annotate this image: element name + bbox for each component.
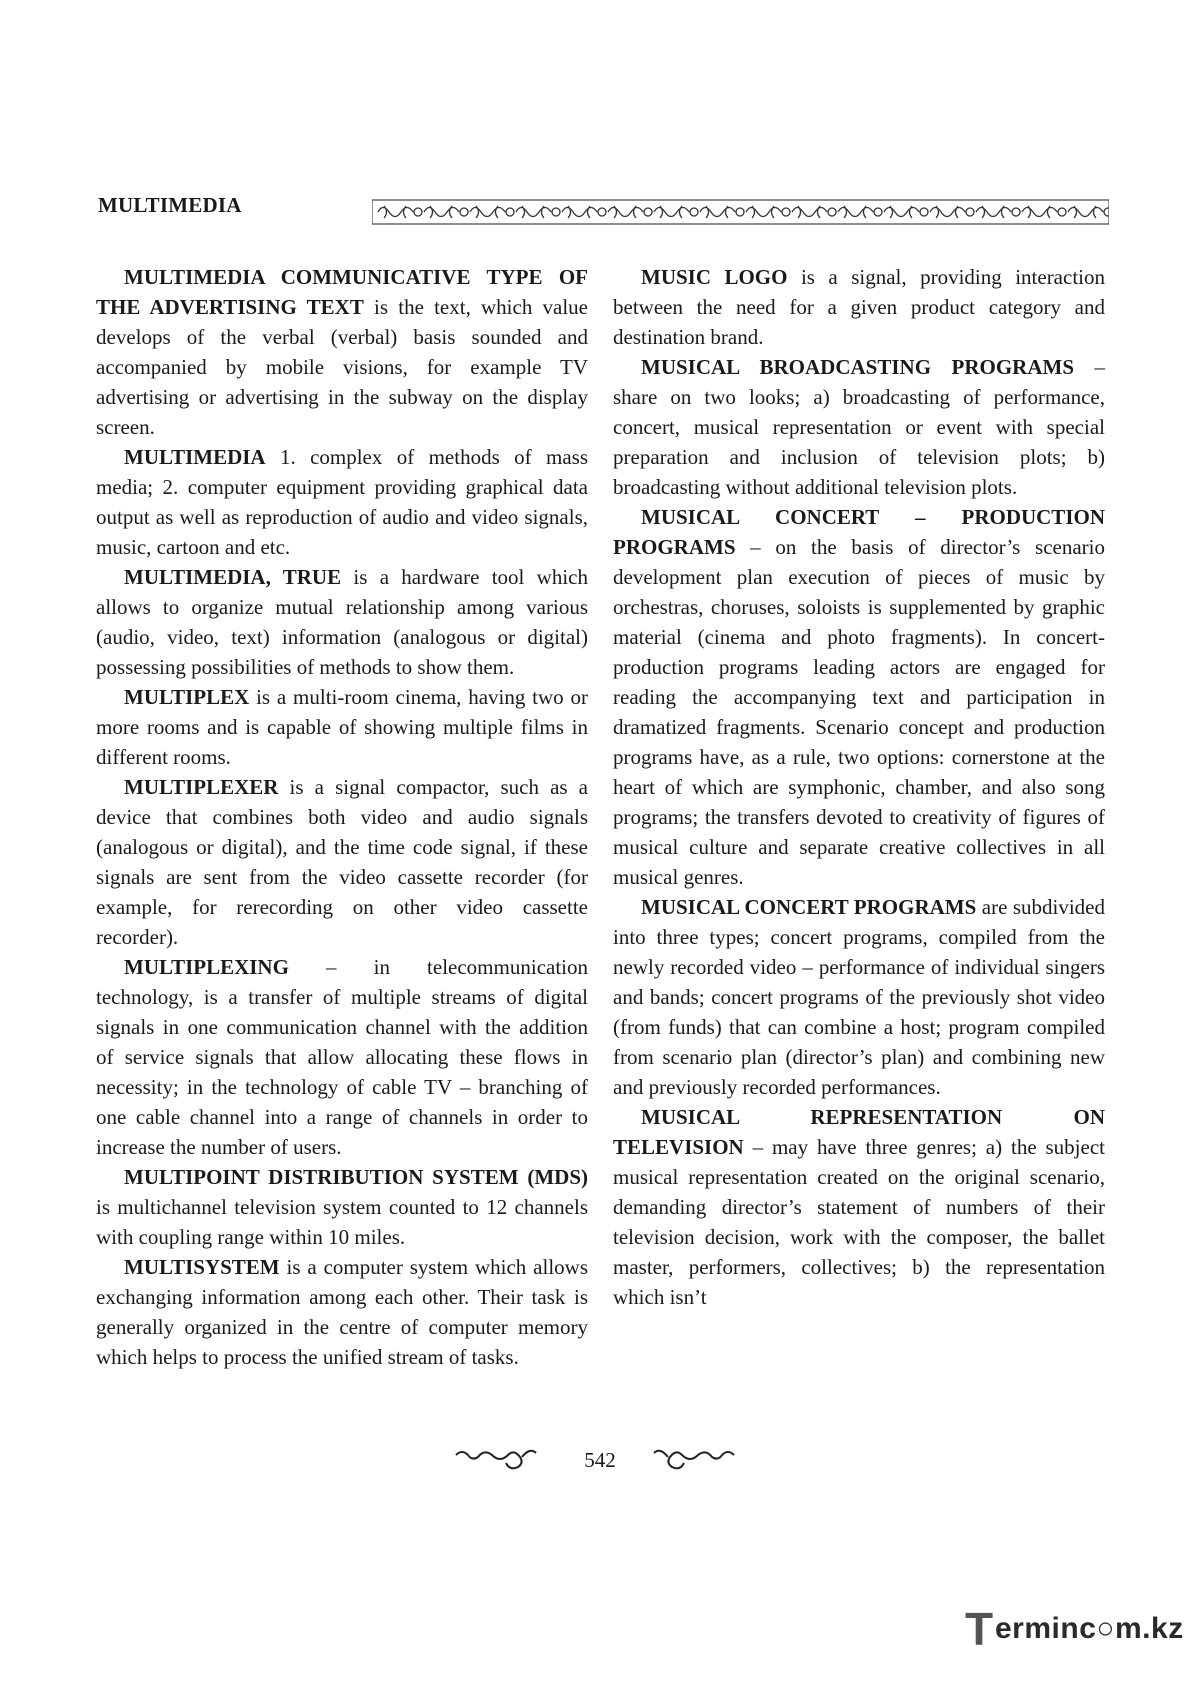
entry-definition: 1. complex of methods of mass media; 2. computer equipment providing graphical data output as well as reproduction of audio and video signals, music, cartoon and etc. [96,445,588,559]
dictionary-entry [96,952,588,1162]
scroll-flourish-icon [650,1447,738,1471]
entry-term: MULTIPLEX [124,685,250,709]
entry-term: MULTISYSTEM [124,1255,280,1279]
dictionary-entry [613,502,1105,892]
entry-definition: – in telecommunication technology, is a transfer of multiple streams of digital signals in one communication channel with the addition of service signals that allow allocating these flows in necessity; in the technology of cable TV – branching of one cable channel into a range of channels in order to increase the number of users. [96,955,588,1159]
right-column [613,262,1105,1312]
entry-term: MULTIMEDIA, TRUE [124,565,342,589]
entry-term: MULTIPLEXING [124,955,289,979]
entry-term: MUSIC LOGO [641,265,788,289]
entry-definition: – may have three genres; a) the subject musical representation created on the original scenario, demanding director’s statement of numbers of their television decision, work with the composer, the ballet master, performers, collectives; b) the representation which isn’t [613,1135,1105,1309]
dictionary-entry [613,1102,1105,1312]
entry-definition: – on the basis of director’s scenario development plan execution of pieces of music by orchestras, choruses, soloists is supplemented by graphic material (cinema and photo fragments). In concert-production programs leading actors are engaged for reading the accompanying text and participation in dramatized fragments. Scenario concept and production programs have, as a rule, two options: cornerstone at the heart of which are symphonic, chamber, and also song programs; the transfers devoted to creativity of figures of musical culture and separate creative collectives in all musical genres. [613,535,1105,889]
entry-definition: is a multi-room cinema, having two or more rooms and is capable of showing multiple films in different rooms. [96,685,588,769]
dictionary-entry [96,1162,588,1252]
dictionary-entry [613,262,1105,352]
decorative-border-icon [372,199,1109,225]
entry-term: MULTIMEDIA [124,445,266,469]
watermark-letter-t: T [965,1603,994,1655]
entry-term: MUSICAL BROADCASTING PROGRAMS [641,355,1075,379]
entry-definition: is a computer system which allows exchanging information among each other. Their task is generally organized in the centre of computer memory which helps to process the unified stream of tasks. [96,1255,588,1369]
dictionary-entry [96,262,588,442]
section-title: MULTIMEDIA [98,193,242,217]
entry-term: MUSICAL REPRESENTATION ON TELEVISION [613,1105,1105,1159]
watermark-text: erminc○m.kz [995,1612,1184,1645]
scroll-flourish-icon [452,1447,540,1471]
entry-term: MUSICAL CONCERT – PRODUCTION PROGRAMS [613,505,1105,559]
page-number: 542 [584,1448,616,1472]
dictionary-entry [613,892,1105,1102]
dictionary-entry [613,352,1105,502]
site-watermark-logo [965,1603,1184,1662]
entry-definition: is a hardware tool which allows to organize mutual relationship among various (audio, video, text) information (analogous or digital) possessing possibilities of methods to show them. [96,565,588,679]
entry-definition: are subdivided into three types; concert programs, compiled from the newly recorded video – performance of individual singers and bands; concert programs of the previously shot video (from funds) that can combine a host; program compiled from scenario plan (director’s plan) and combining new and previously recorded performances. [613,895,1106,1099]
entry-term: MULTIMEDIA COMMUNICATIVE TYPE OF THE ADVERTISING TEXT [96,265,588,319]
entry-term: MUSICAL CONCERT PROGRAMS [641,895,977,919]
entry-definition: is multichannel television system counted to 12 channels with coupling range within 10 miles. [96,1195,588,1249]
entry-term: MULTIPOINT DISTRIBUTION SYSTEM (MDS) [124,1165,588,1189]
entry-definition: is a signal compactor, such as a device that combines both video and audio signals (analogous or digital), and the time code signal, if these signals are sent from the video cassette recorder (for example, for rerecording on other video cassette recorder). [96,775,588,949]
dictionary-entry [96,682,588,772]
entry-term: MULTIPLEXER [124,775,279,799]
left-column [96,262,588,1372]
dictionary-entry [96,772,588,952]
dictionary-entry [96,562,588,682]
dictionary-entry [96,442,588,562]
entry-definition: – share on two looks; a) broadcasting of performance, concert, musical representation or event with special preparation and inclusion of television plots; b) broadcasting without additional television plots. [613,355,1105,499]
entry-definition: is a signal, providing interaction between the need for a given product category and destination brand. [613,265,1105,349]
dictionary-entry [96,1252,588,1372]
entry-definition: is the text, which value develops of the verbal (verbal) basis sounded and accompanied by mobile visions, for example TV advertising or advertising in the subway on the display screen. [96,295,588,439]
